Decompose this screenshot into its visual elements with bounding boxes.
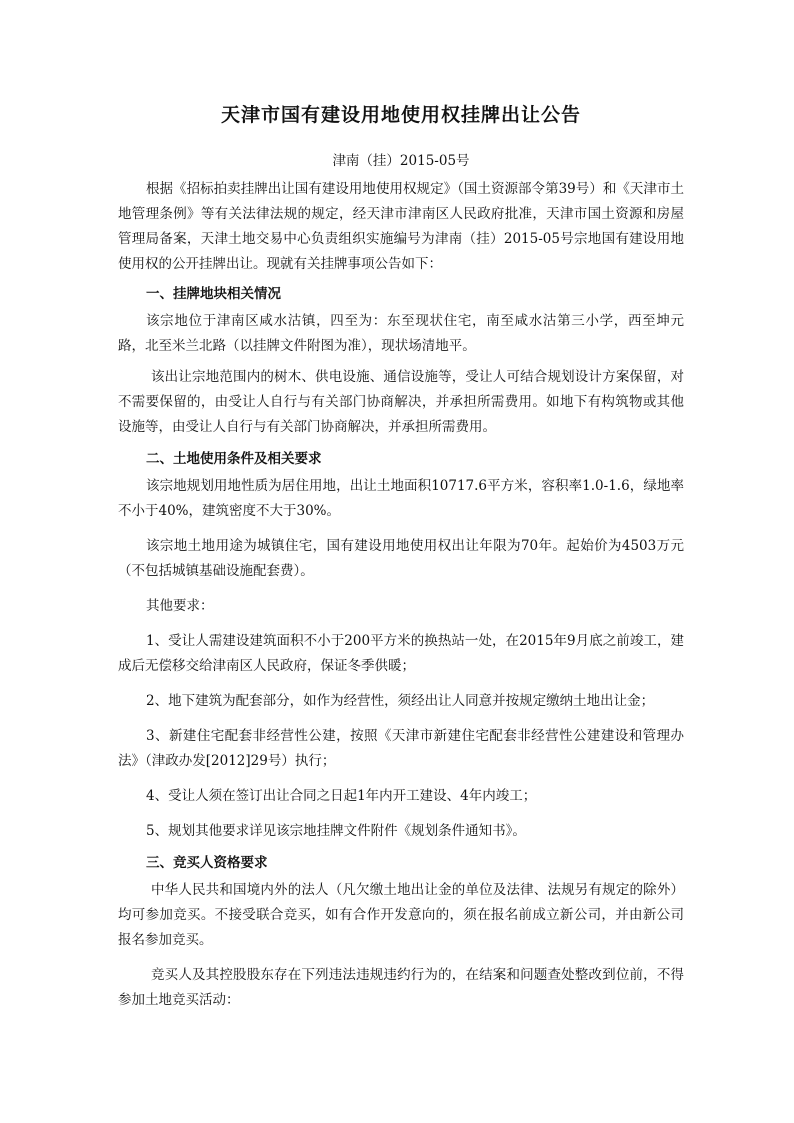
section2-paragraph-1: 该宗地规划用地性质为居住用地，出让土地面积10717.6平方米，容积率1.0-1.6，绿地率不小于40%，建筑密度不大于30%。: [118, 478, 684, 519]
requirement-item: 5、规划其他要求详见该宗地挂牌文件附件《规划条件通知书》。: [146, 823, 526, 839]
intro-paragraph: 根据《招标拍卖挂牌出让国有建设用地使用权规定》（国土资源部令第39号）和《天津市土地管理条例》等有关法律法规的规定，经天津市津南区人民政府批准，天津市国土资源和房屋管理局备案，天津土地交易中心负责组织实施编号为津南（挂）2015-05号宗地国有建设用地使用权的公开挂牌出让。现就有关挂牌事项公告如下：: [118, 181, 684, 272]
requirement-item: 2、地下建筑为配套部分，如作为经营性，须经出让人同意并按规定缴纳土地出让金；: [146, 693, 655, 709]
requirement-item: 3、新建住宅配套非经营性公建，按照《天津市新建住宅配套非经营性公建建设和管理办法》（津政办发[2012]29号）执行；: [118, 728, 684, 769]
section-heading-2: 二、土地使用条件及相关要求: [146, 451, 322, 467]
section-heading-1: 一、挂牌地块相关情况: [146, 286, 281, 302]
document-number: 津南（挂）2015-05号: [332, 153, 470, 169]
requirement-item: 4、受让人须在签订出让合同之日起1年内开工建设、4年内竣工；: [146, 788, 537, 804]
section-heading-3: 三、竞买人资格要求: [146, 855, 268, 871]
section1-paragraph-1: 该宗地位于津南区咸水沽镇，四至为：东至现状住宅，南至咸水沽第三小学，西至坤元路，北至米兰北路（以挂牌文件附图为准），现状场清地平。: [118, 313, 684, 354]
section2-paragraph-3: 其他要求：: [146, 598, 214, 614]
document-page: [118, 100, 684, 1013]
section1-paragraph-2: 该出让宗地范围内的树木、供电设施、通信设施等，受让人可结合规划设计方案保留，对不需要保留的，由受让人自行与有关部门协商解决，并承担所需费用。如地下有构筑物或其他设施等，由受让人自行与有关部门协商解决，并承担所需费用。: [118, 369, 684, 435]
section3-paragraph-1: 中华人民共和国境内外的法人（凡欠缴土地出让金的单位及法律、法规另有规定的除外）均可参加竞买。不接受联合竞买，如有合作开发意向的，须在报名前成立新公司，并由新公司报名参加竞买。: [118, 882, 684, 948]
document-title: 天津市国有建设用地使用权挂牌出让公告: [220, 104, 581, 126]
requirement-item: 1、受让人需建设建筑面积不小于200平方米的换热站一处，在2015年9月底之前竣工，建成后无偿移交给津南区人民政府，保证冬季供暖；: [118, 633, 684, 674]
section3-paragraph-2: 竞买人及其控股股东存在下列违法违规违约行为的，在结案和问题查处整改到位前，不得参加土地竞买活动：: [118, 967, 684, 1008]
section2-paragraph-2: 该宗地土地用途为城镇住宅，国有建设用地使用权出让年限为70年。起始价为4503万元（不包括城镇基础设施配套费）。: [118, 538, 684, 579]
